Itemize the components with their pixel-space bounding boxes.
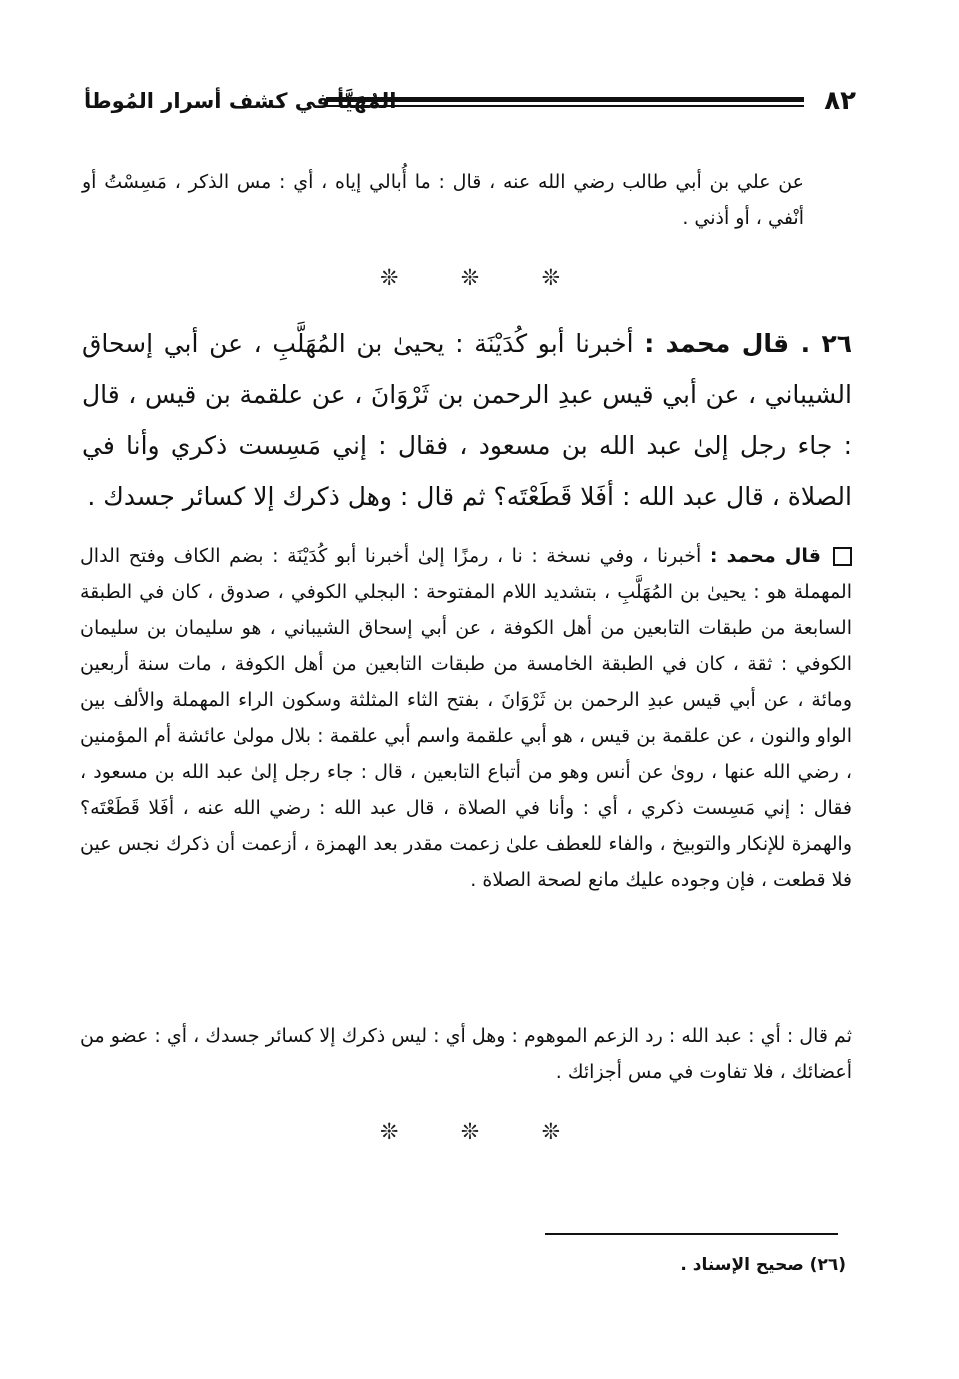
footnote-rule [545,1233,838,1235]
star-icon: ❊ [380,266,399,291]
page-number: ٨٢ [824,86,856,116]
footnote: (٢٦) صحيح الإسناد . [680,1255,846,1275]
paragraph-4: ثم قال : أي : عبد الله : رد الزعم الموهوم : وهل أي : ليس ذكرك إلا كسائر جسدك ، أي : عضو من أعضائك ، فلا تفاوت في مس أجزائك . [80,1025,852,1083]
commentary-lead: قال محمد : [709,545,821,567]
header-rule [326,97,804,102]
square-marker-icon [833,547,852,566]
hadith-text: أخبرنا أبو كُدَيْنَة : يحيىٰ بن المُهَلَّبِ ، عن أبي إسحاق الشيباني ، عن أبي قيس عبدِ الرحمن بن ثَرْوَانَ ، عن علقمة بن قيس ، قال : جاء رجل إلىٰ عبد الله بن مسعود ، فقال : إني مَسِست ذكري وأنا في الصلاة ، قال عبد الله : أفَلا قَطَعْتَه؟ ثم قال : وهل ذكرك إلا كسائر جسدك . [82,329,852,511]
book-title: المُهَيَّأ في كشف أسرار المُوطأ [84,89,397,113]
page-header [84,84,856,120]
star-icon: ❊ [460,1120,480,1145]
star-separator-1 [380,266,560,296]
commentary-paragraph [80,538,852,898]
hadith-lead: ٢٦ . قال محمد : [644,329,852,358]
header-rule-thin [326,105,804,107]
paragraph-1: عن علي بن أبي طالب رضي الله عنه ، قال : ما أُبالي إياه ، أي : مس الذكر ، مَسِسْتُ أو أنْفي ، أو أذني . [82,171,804,229]
star-icon: ❊ [541,266,560,291]
star-icon: ❊ [460,266,480,291]
star-icon: ❊ [541,1120,560,1145]
star-icon: ❊ [380,1120,399,1145]
hadith-paragraph [82,318,852,522]
star-separator-2 [380,1120,560,1150]
commentary-text: أخبرنا ، وفي نسخة : نا ، رمزًا إلىٰ أخبرنا أبو كُدَيْنَة : بضم الكاف وفتح الدال المهملة هو : يحيىٰ بن المُهَلَّبِ ، بتشديد اللام المفتوحة : البجلي الكوفي ، صدوق ، كان في الطبقة السابعة من طبقات التابعين من أهل الكوفة ، عن أبي إسحاق الشيباني ، هو سليمان بن سليمان الكوفي : ثقة ، كان في الطبقة الخامسة من طبقات التابعين من أهل الكوفة ، مات سنة أربعين ومائة ، عن أبي قيس عبدِ الرحمن بن ثَرْوَانَ ، بفتح الثاء المثلثة وسكون الراء المهملة والألف بين الواو والنون ، عن علقمة بن قيس ، هو أبي علقمة واسم أبي علقمة : بلال مولىٰ عائشة أم المؤمنين ، رضي الله عنها ، روىٰ عن أنس وهو من أتباع التابعين ، قال : جاء رجل إلىٰ عبد الله بن مسعود ، فقال : إني مَسِست ذكري ، أي : وأنا في الصلاة ، قال عبد الله : رضي الله عنه ، أفَلا قَطَعْتَه؟ والهمزة للإنكار والتوبيخ ، والفاء للعطف علىٰ زعمت مقدر بعد الهمزة ، أزعمت أن ذكرك نجس عين فلا قطعت ، فإن وجوده عليك مانع لصحة الصلاة . [80,545,852,891]
